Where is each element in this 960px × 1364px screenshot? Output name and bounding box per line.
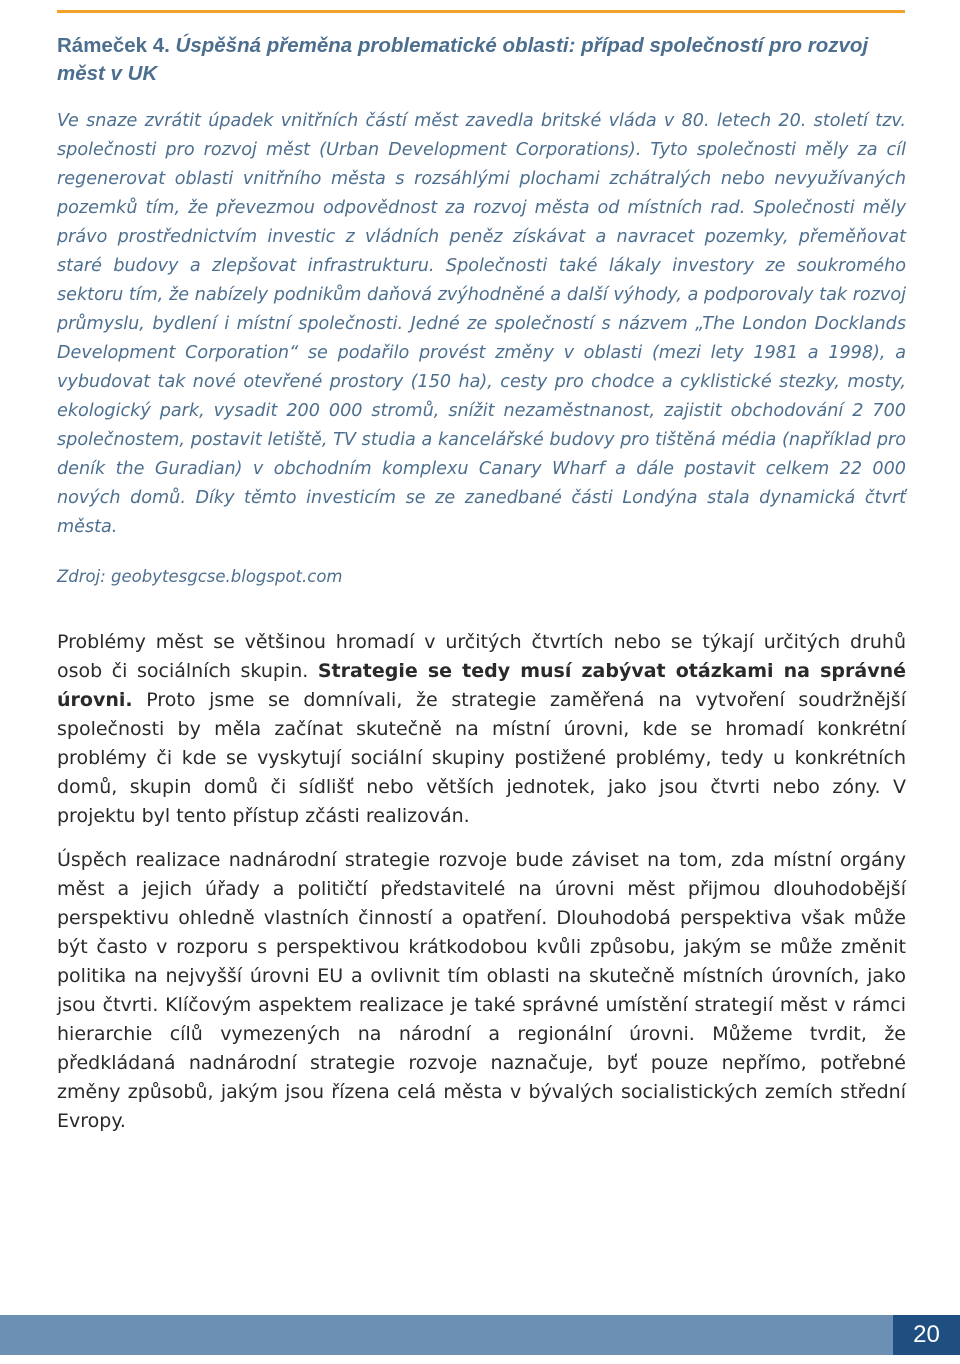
paragraph-1	[57, 628, 906, 831]
paragraph-1-intro: Problémy měst se většinou hromadí v určitých čtvrtích nebo se týkají určitých druhů osob či sociálních skupin.	[57, 631, 906, 682]
paragraph-1-rest: Proto jsme se domnívali, že strategie zaměřená na vytvoření soudržnější společnosti by měla začínat skutečně na místní úrovni, kde se hromadí konkrétní problémy či kde se vyskytují sociální skupiny postižené problémy, tedy u konkrétních domů, skupin domů či sídlišť nebo větších jednotek, jako jsou čtvrti nebo zóny. V projektu byl tento přístup zčásti realizován.	[57, 689, 906, 827]
footer-band	[0, 1315, 893, 1355]
box-title	[57, 32, 906, 88]
box-body-text: Ve snaze zvrátit úpadek vnitřních částí měst zavedla britské vláda v 80. letech 20. století tzv. společnosti pro rozvoj měst (Urban Development Corporations). Tyto společnosti měly za cíl regenerovat oblasti vnitřního města s rozsáhlými plochami zchátralých nebo nevyužívaných pozemků tím, že převezmou odpovědnost za rozvoj města od místních rad. Společnosti měly právo prostřednictvím investic z vládních peněz získávat a navracet pozemky, přeměňovat staré budovy a zlepšovat infrastrukturu. Společnosti také lákaly investory ze soukromého sektoru tím, že nabízely podnikům daňová zvýhodněné a další výhody, a podporovaly tak rozvoj průmyslu, bydlení i místní společnosti. Jedné ze společností s názvem „The London Docklands Development Corporation“ se podařilo provést změny v oblasti (mezi lety 1981 a 1998), a vybudovat tak nové otevřené prostory (150 ha), cesty pro chodce a cyklistické stezky, mosty, ekologický park, vysadit 200 000 stromů, snížit nezaměstnanost, zajistit obchodování 2 700 společnostem, postavit letiště, TV studia a kancelářské budovy pro tištěná média (například pro deník the Guradian) v obchodním komplexu Canary Wharf a dále postavit celkem 22 000 nových domů. Díky těmto investicím se ze zanedbané části Londýna stala dynamická čtvrť města.	[57, 111, 906, 537]
main-text	[57, 628, 906, 1151]
box-title-text: Úspěšná přeměna problematické oblasti: případ společností pro rozvoj měst v UK	[57, 34, 869, 85]
paragraph-2: Úspěch realizace nadnárodní strategie rozvoje bude záviset na tom, zda místní orgány měst a jejich úřady a političtí představitelé na úrovni měst přijmou dlouhodobější perspektivu ohledně vlastních činností a opatření. Dlouhodobá perspektiva však může být často v rozporu s perspektivou krátkodobou kvůli způsobu, jakým se může změnit politika na nejvyšší úrovni EU a ovlivnit tím oblasti na skutečně místních úrovních, jako jsou čtvrti. Klíčovým aspektem realizace je také správné umístění strategií měst v rámci hierarchie cílů vymezených na národní a regionální úrovni. Můžeme tvrdit, že předkládaná nadnárodní strategie rozvoje naznačuje, byť pouze nepřímo, potřebné změny způsobů, jakým jsou řízena celá města v bývalých socialistických zemích střední Evropy.	[57, 849, 906, 1132]
page-number: 20	[893, 1315, 960, 1355]
top-accent-rule	[57, 10, 905, 13]
box-title-lead: Rámeček 4.	[57, 34, 170, 57]
box-source: Zdroj: geobytesgcse.blogspot.com	[57, 567, 343, 586]
box-4	[57, 32, 906, 588]
paragraph-1-emphasis: Strategie se tedy musí zabývat otázkami na správné úrovni.	[57, 660, 906, 711]
